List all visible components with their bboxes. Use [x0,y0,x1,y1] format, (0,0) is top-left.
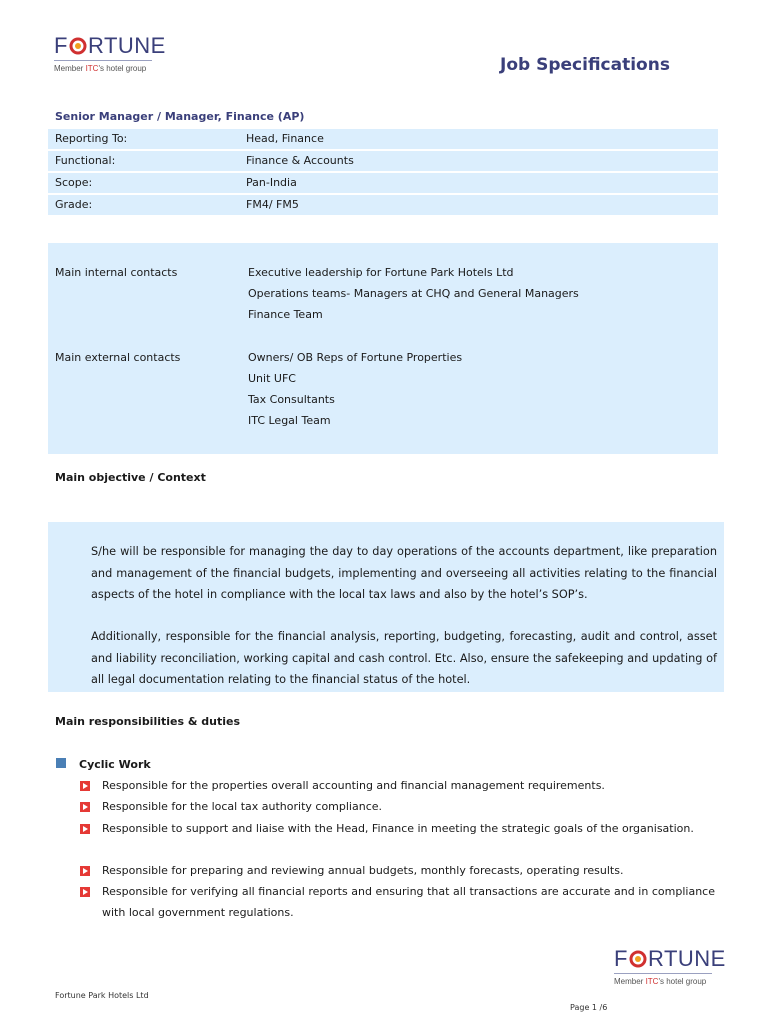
footer-logo-ring-icon [629,950,647,968]
footer-company: Fortune Park Hotels Ltd [55,991,149,1000]
objective-paragraph-1: S/he will be responsible for managing the day to day operations of the accounts department, like preparation and management of the financial budgets, implementing and overseeing all activities relating to the financial aspects of the hotel in compliance with the local tax laws and also by the hotel’s SOP’s. [91,545,717,601]
arrow-bullet-icon [80,781,90,791]
list-item: Responsible for preparing and reviewing annual budgets, monthly forecasts, operating results. [102,864,624,877]
footer-logo [614,948,726,986]
internal-contacts-label: Main internal contacts [55,266,178,279]
logo-ring-icon [69,37,87,55]
logo-tagline: Member ITC's hotel group [54,64,147,73]
table-row-grade: Grade: FM4/ FM5 [48,195,718,215]
page-number: Page 1 /6 [570,1003,608,1012]
table-row-scope: Scope: Pan-India [48,173,718,193]
list-item: Responsible to support and liaise with the Head, Finance in meeting the strategic goals of the organisation. [102,822,694,835]
responsibilities-heading: Main responsibilities & duties [55,715,241,728]
footer-logo-tagline: Member ITC's hotel group [614,977,707,986]
internal-contacts-list: Executive leadership for Fortune Park Hotels Ltd Operations teams- Managers at CHQ and General Managers Finance Team [248,266,579,321]
arrow-bullet-icon [80,824,90,834]
logo-wordmark: F RTUNE [54,33,166,58]
external-contacts-list: Owners/ OB Reps of Fortune Properties Unit UFC Tax Consultants ITC Legal Team [248,351,463,427]
external-contacts-label: Main external contacts [55,351,181,364]
objective-paragraph-2: Additionally, responsible for the financial analysis, reporting, budgeting, forecasting, audit and control, asset and liability reconciliation, working capital and cash control. Etc. Also, ensure the safekeeping and updating of all legal documentation relating to the financial status of the hotel. [91,630,717,686]
page-title: Job Specifications [500,55,670,75]
list-item: Responsible for the properties overall accounting and financial management requirements. [102,779,605,792]
list-item: Responsible for the local tax authority compliance. [102,800,383,813]
footer-logo-wordmark: F RTUNE [614,946,726,971]
list-item: Responsible for verifying all financial reports and ensuring that all transactions are accurate and in compliance with local government regulations. [102,885,715,919]
table-row-reporting: Reporting To: Head, Finance [48,129,718,149]
arrow-bullet-icon [80,866,90,876]
square-bullet-icon [56,758,66,768]
objective-heading: Main objective / Context [55,471,206,484]
role-title: Senior Manager / Manager, Finance (AP) [55,110,305,123]
table-row-functional: Functional: Finance & Accounts [48,151,718,171]
arrow-bullet-icon [80,802,90,812]
group-title: Cyclic Work [79,758,151,771]
header-logo [54,35,166,73]
arrow-bullet-icon [80,887,90,897]
